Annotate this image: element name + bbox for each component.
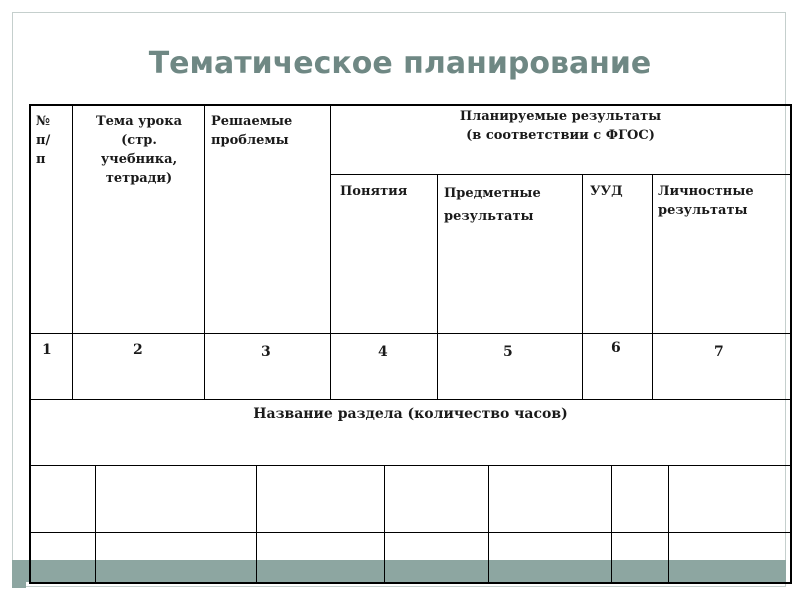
table-border-left [29, 104, 31, 584]
column-number-6: 6 [611, 340, 621, 356]
col-line-6 [652, 174, 653, 400]
table-border-top [29, 104, 792, 106]
slide-frame [12, 12, 786, 587]
col-line-2 [204, 104, 205, 400]
header-personal-line: Личностные [658, 184, 754, 199]
header-uud: УУД [590, 184, 623, 199]
header-concepts: Понятия [340, 184, 408, 199]
header-planned-line: (в соответствии с ФГОС) [466, 128, 655, 143]
header-problems-line: Решаемые [211, 114, 293, 129]
header-personal-line: результаты [658, 203, 748, 218]
table-border-bottom [29, 582, 792, 584]
header-number-line: п/ [36, 133, 51, 148]
empty-col-line-5 [611, 465, 612, 583]
col-line-4 [437, 174, 438, 400]
section-title: Название раздела (количество часов) [253, 406, 568, 422]
header-topic-line: учебника, [100, 152, 178, 167]
header-planned-results [331, 107, 790, 145]
header-planned-line: Планируемые результаты [459, 109, 662, 124]
header-subject-line: результаты [444, 209, 534, 224]
header-subject-results [444, 182, 541, 228]
col-line-1 [72, 104, 73, 400]
column-number-2: 2 [133, 342, 143, 358]
header-problems-line: проблемы [211, 133, 289, 148]
header-topic-line: тетради) [105, 171, 173, 186]
accent-bar [12, 560, 786, 582]
empty-col-line-4 [488, 465, 489, 583]
header-subject-line: Предметные [444, 186, 541, 201]
empty-col-line-6 [668, 465, 669, 583]
empty-col-line-3 [384, 465, 385, 583]
table-border-right [790, 104, 792, 584]
header-problems [211, 112, 292, 150]
header-number [36, 112, 50, 169]
row-line-planned [330, 174, 790, 175]
column-number-5: 5 [503, 344, 513, 360]
column-number-1: 1 [42, 342, 52, 358]
column-number-7: 7 [714, 344, 724, 360]
column-number-3: 3 [261, 344, 271, 360]
row-line-section-end [29, 465, 792, 466]
row-line-numbers-end [29, 399, 792, 400]
header-personal-results [658, 182, 754, 220]
slide-title: Тематическое планирование [148, 46, 652, 81]
accent-corner [12, 582, 26, 588]
column-number-4: 4 [378, 344, 388, 360]
col-line-3 [330, 104, 331, 400]
header-number-line: п [36, 152, 46, 167]
empty-col-line-1 [95, 465, 96, 583]
col-line-5 [582, 174, 583, 400]
empty-col-line-2 [256, 465, 257, 583]
header-topic-line: (стр. [121, 133, 157, 148]
header-topic [74, 112, 204, 188]
row-line-header-end [29, 333, 792, 334]
header-topic-line: Тема урока [95, 114, 183, 129]
header-number-line: № [36, 114, 51, 129]
row-line-empty-1 [29, 532, 792, 533]
